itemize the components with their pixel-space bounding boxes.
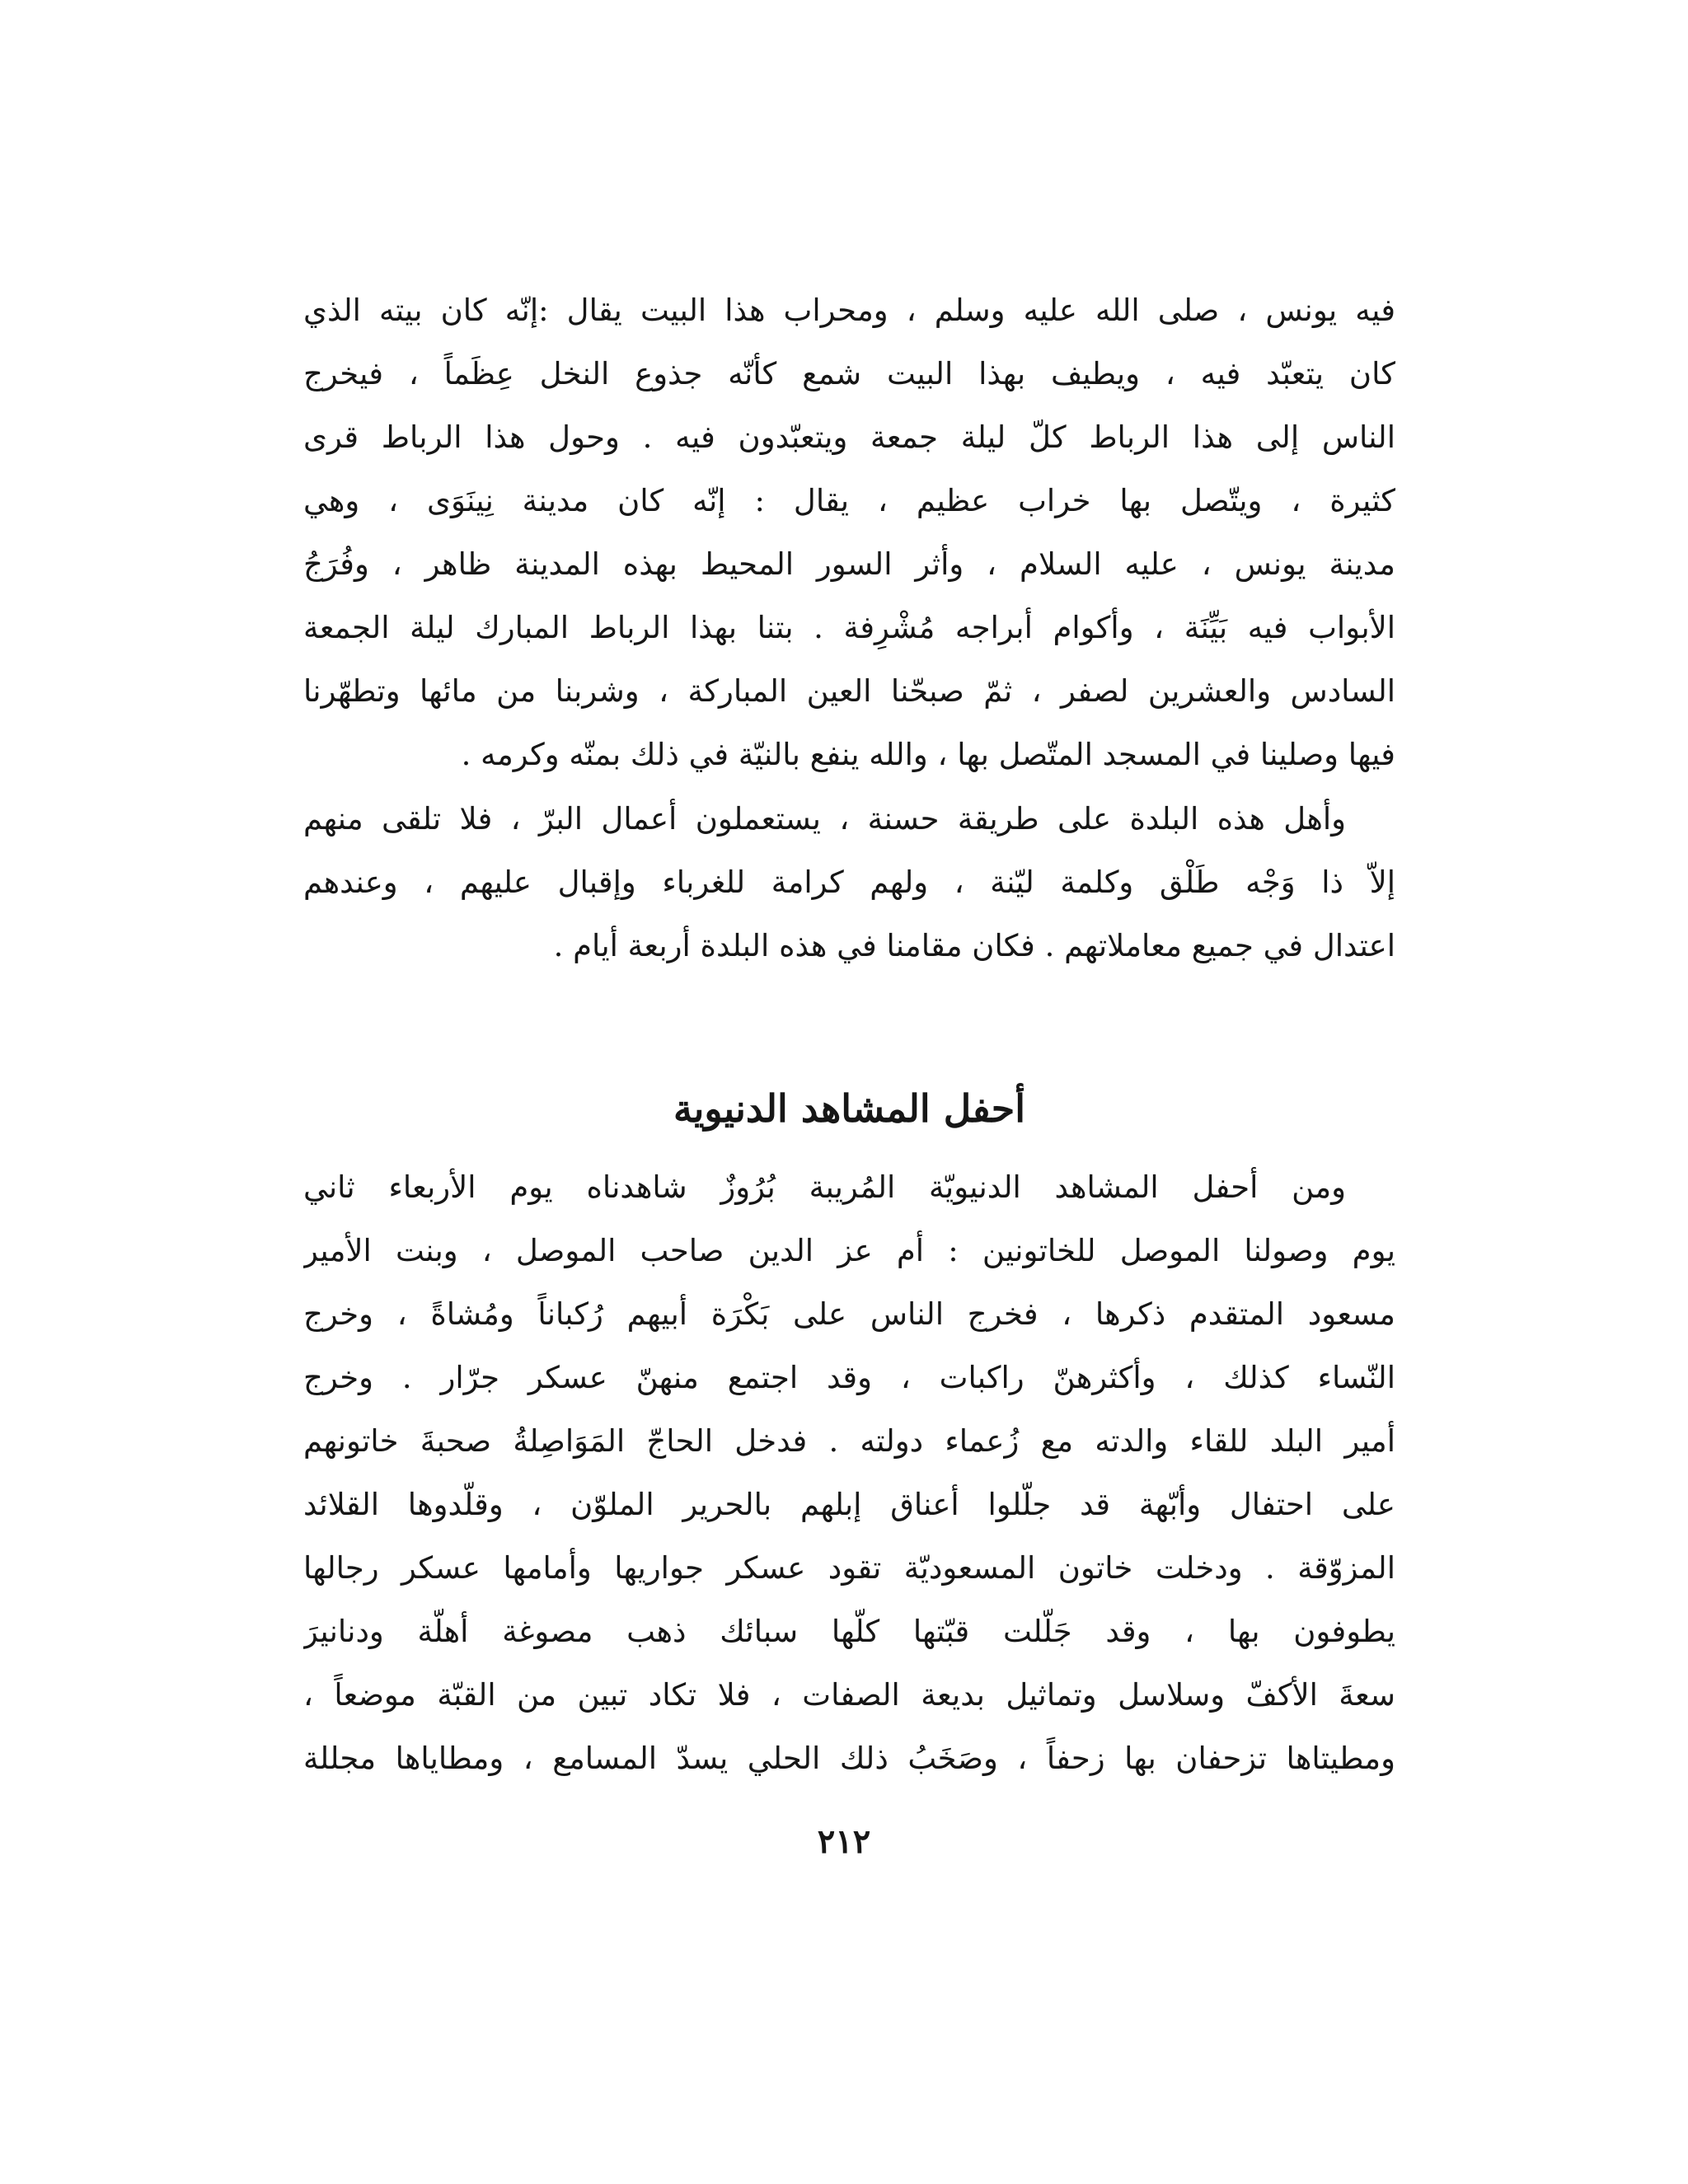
text-line: وأهل هذه البلدة على طريقة حسنة ، يستعملون أعمال البرّ ، فلا تلقى منهم [303,801,1346,837]
text-line: فيه يونس ، صلى الله عليه وسلم ، ومحراب هذا البيت يقال :إنّه كان بيته الذي [303,293,1395,328]
text-line: النّساء كذلك ، وأكثرهنّ راكبات ، وقد اجتمع منهنّ عسكر جرّار . وخرج [303,1360,1395,1395]
text-line: الناس إلى هذا الرباط كلّ ليلة جمعة ويتعبّدون فيه . وحول هذا الرباط قرى [303,419,1395,455]
text-line: اعتدال في جميع معاملاتهم . فكان مقامنا في هذه البلدة أربعة أيام . [553,928,1395,963]
text-line: كثيرة ، ويتّصل بها خراب عظيم ، يقال : إنّه كان مدينة نِينَوَى ، وهي [303,483,1395,518]
text-line: على احتفال وأبّهة قد جلّلوا أعناق إبلهم بالحرير الملوّن ، وقلّدوها القلائد [303,1487,1395,1522]
paragraph-3 [303,1155,1395,1790]
text-line: يطوفون بها ، وقد جَلّلت قبّتها كلّها سبائك ذهب مصوغة أهلّة ودنانيرَ [303,1614,1395,1649]
text-line: ومطيتاها تزحفان بها زحفاً ، وصَخَبُ ذلك الحلي يسدّ المسامع ، ومطاياها مجللة [303,1741,1395,1776]
text-line: مسعود المتقدم ذكرها ، فخرج الناس على بَكْرَة أبيهم رُكباناً ومُشاةً ، وخرج [303,1296,1395,1332]
text-line: كان يتعبّد فيه ، ويطيف بهذا البيت شمع كأنّه جذوع النخل عِظَماً ، فيخرج [303,356,1395,391]
text-line: يوم وصولنا الموصل للخاتونين : أم عز الدين صاحب الموصل ، وبنت الأمير [303,1233,1395,1268]
text-line: السادس والعشرين لصفر ، ثمّ صبحّنا العين المباركة ، وشربنا من مائها وتطهّرنا [303,673,1395,709]
text-line: ومن أحفل المشاهد الدنيويّة المُريبة بُرُوزٌ شاهدناه يوم الأربعاء ثاني [303,1169,1346,1205]
paragraph-2 [303,787,1395,977]
text-line: المزوّقة . ودخلت خاتون المسعوديّة تقود عسكر جواريها وأمامها عسكر رجالها [303,1550,1395,1586]
text-line: سعةَ الأكفّ وسلاسل وتماثيل بديعة الصفات ، فلا تكاد تبين من القبّة موضعاً ، [303,1677,1395,1713]
text-line: فيها وصلينا في المسجد المتّصل بها ، والله ينفع بالنيّة في ذلك بمنّه وكرمه . [461,737,1395,772]
text-line: الأبواب فيه بَيِّنَة ، وأكوام أبراجه مُشْرِفة . بتنا بهذا الرباط المبارك ليلة الجمعة [303,610,1395,645]
section-heading: أحفل المشاهد الدنيوية [673,1086,1026,1132]
text-line: أمير البلد للقاء والدته مع زُعماء دولته . فدخل الحاجّ المَوَاصِلةُ صحبةَ خاتونهم [303,1423,1395,1459]
text-line: إلاّ ذا وَجْه طَلْق وكلمة ليّنة ، ولهم كرامة للغرباء وإقبال عليهم ، وعندهم [303,865,1395,900]
paragraph-1 [303,279,1395,786]
page-number: ٢١٢ [817,1822,871,1861]
text-line: مدينة يونس ، عليه السلام ، وأثر السور المحيط بهذه المدينة ظاهر ، وفُرَجُ [303,546,1395,582]
